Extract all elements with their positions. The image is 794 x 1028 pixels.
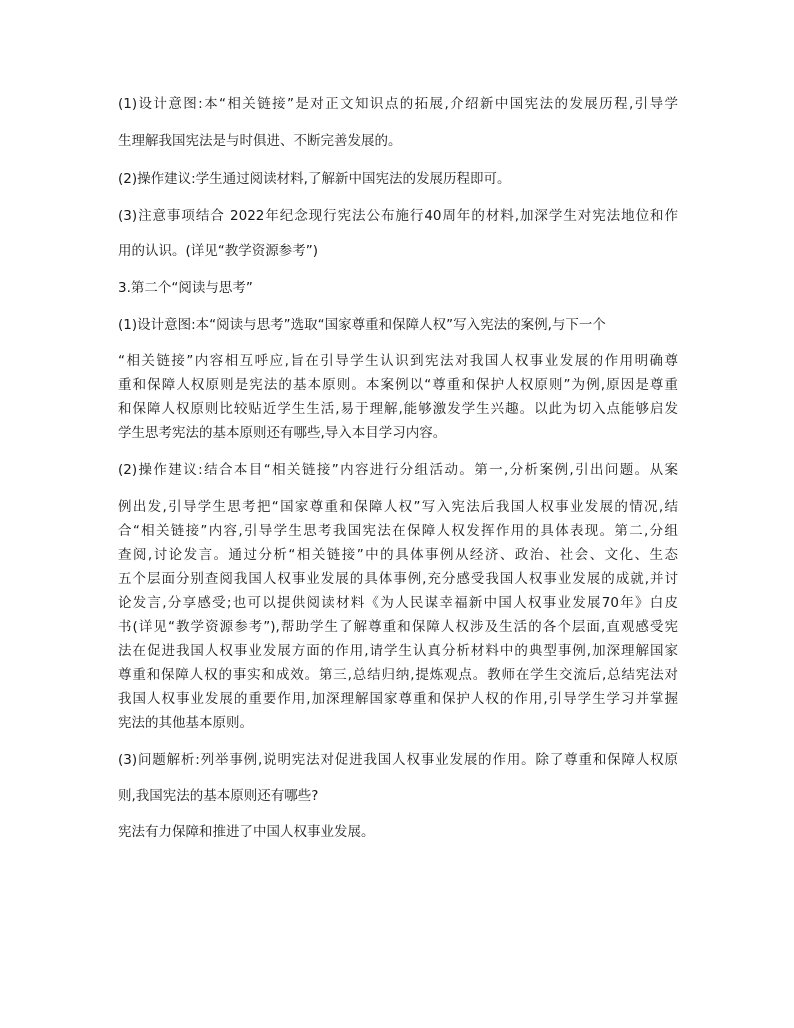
- text-line: (1)设计意图:本“阅读与思考”选取“国家尊重和保障人权”写入宪法的案例,与下一个: [118, 317, 606, 333]
- text-line: 书(详见“教学资源参考”),帮助学生了解尊重和保障人权涉及生活的各个层面,直观感受宪: [118, 619, 678, 635]
- text-line: (2)操作建议:结合本目“相关链接”内容进行分组活动。第一,分析案例,引出问题。从案: [118, 462, 678, 478]
- text-line: 宪法的其他基本原则。: [118, 715, 253, 731]
- text-line: 则,我国宪法的基本原则还有哪些?: [118, 788, 319, 804]
- text-line: 法在促进我国人权事业发展方面的作用,请学生认真分析材料中的典型事例,加深理解国家: [118, 643, 678, 659]
- text-line: 生理解我国宪法是与时俱进、不断完善发展的。: [118, 133, 402, 149]
- text-line: (3)问题解析:列举事例,说明宪法对促进我国人权事业发展的作用。除了尊重和保障人权原: [118, 752, 678, 768]
- text-line: 五个层面分别查阅我国人权事业发展的具体事例,充分感受我国人权事业发展的成就,并讨: [118, 571, 678, 587]
- text-line: (2)操作建议:学生通过阅读材料,了解新中国宪法的发展历程即可。: [118, 171, 511, 187]
- text-line: (1)设计意图:本“相关链接”是对正文知识点的拓展,介绍新中国宪法的发展历程,引导学: [118, 96, 678, 112]
- text-line: 我国人权事业发展的重要作用,加深理解国家尊重和保护人权的作用,引导学生学习并掌握: [118, 691, 678, 707]
- text-line: 宪法有力保障和推进了中国人权事业发展。: [118, 824, 375, 840]
- text-line: 用的认识。(详见“教学资源参考”): [118, 243, 319, 259]
- text-line: 例出发,引导学生思考把“国家尊重和保障人权”写入宪法后我国人权事业发展的情况,结: [118, 499, 678, 515]
- text-line: 和保障人权原则比较贴近学生生活,易于理解,能够激发学生兴趣。以此为切入点能够启发: [118, 401, 678, 417]
- text-line: 尊重和保障人权的事实和成效。第三,总结归纳,提炼观点。教师在学生交流后,总结宪法对: [118, 667, 678, 683]
- text-line: (3)注意事项结合 2022年纪念现行宪法公布施行40周年的材料,加深学生对宪法地位和作: [118, 208, 678, 224]
- text-line: “相关链接”内容相互呼应,旨在引导学生认识到宪法对我国人权事业发展的作用明确尊: [118, 353, 678, 369]
- text-line: 合“相关链接”内容,引导学生思考我国宪法在保障人权发挥作用的具体表现。第二,分组: [118, 523, 678, 539]
- text-line: 论发言,分享感受;也可以提供阅读材料《为人民谋幸福新中国人权事业发展70年》白皮: [118, 595, 678, 611]
- text-line: 查阅,讨论发言。通过分析“相关链接”中的具体事例从经济、政治、社会、文化、生态: [118, 547, 678, 563]
- text-line: 重和保障人权原则是宪法的基本原则。本案例以“尊重和保护人权原则”为例,原因是尊重: [118, 377, 678, 393]
- section-heading: 3.第二个“阅读与思考”: [118, 280, 253, 296]
- text-line: 学生思考宪法的基本原则还有哪些,导入本目学习内容。: [118, 425, 447, 441]
